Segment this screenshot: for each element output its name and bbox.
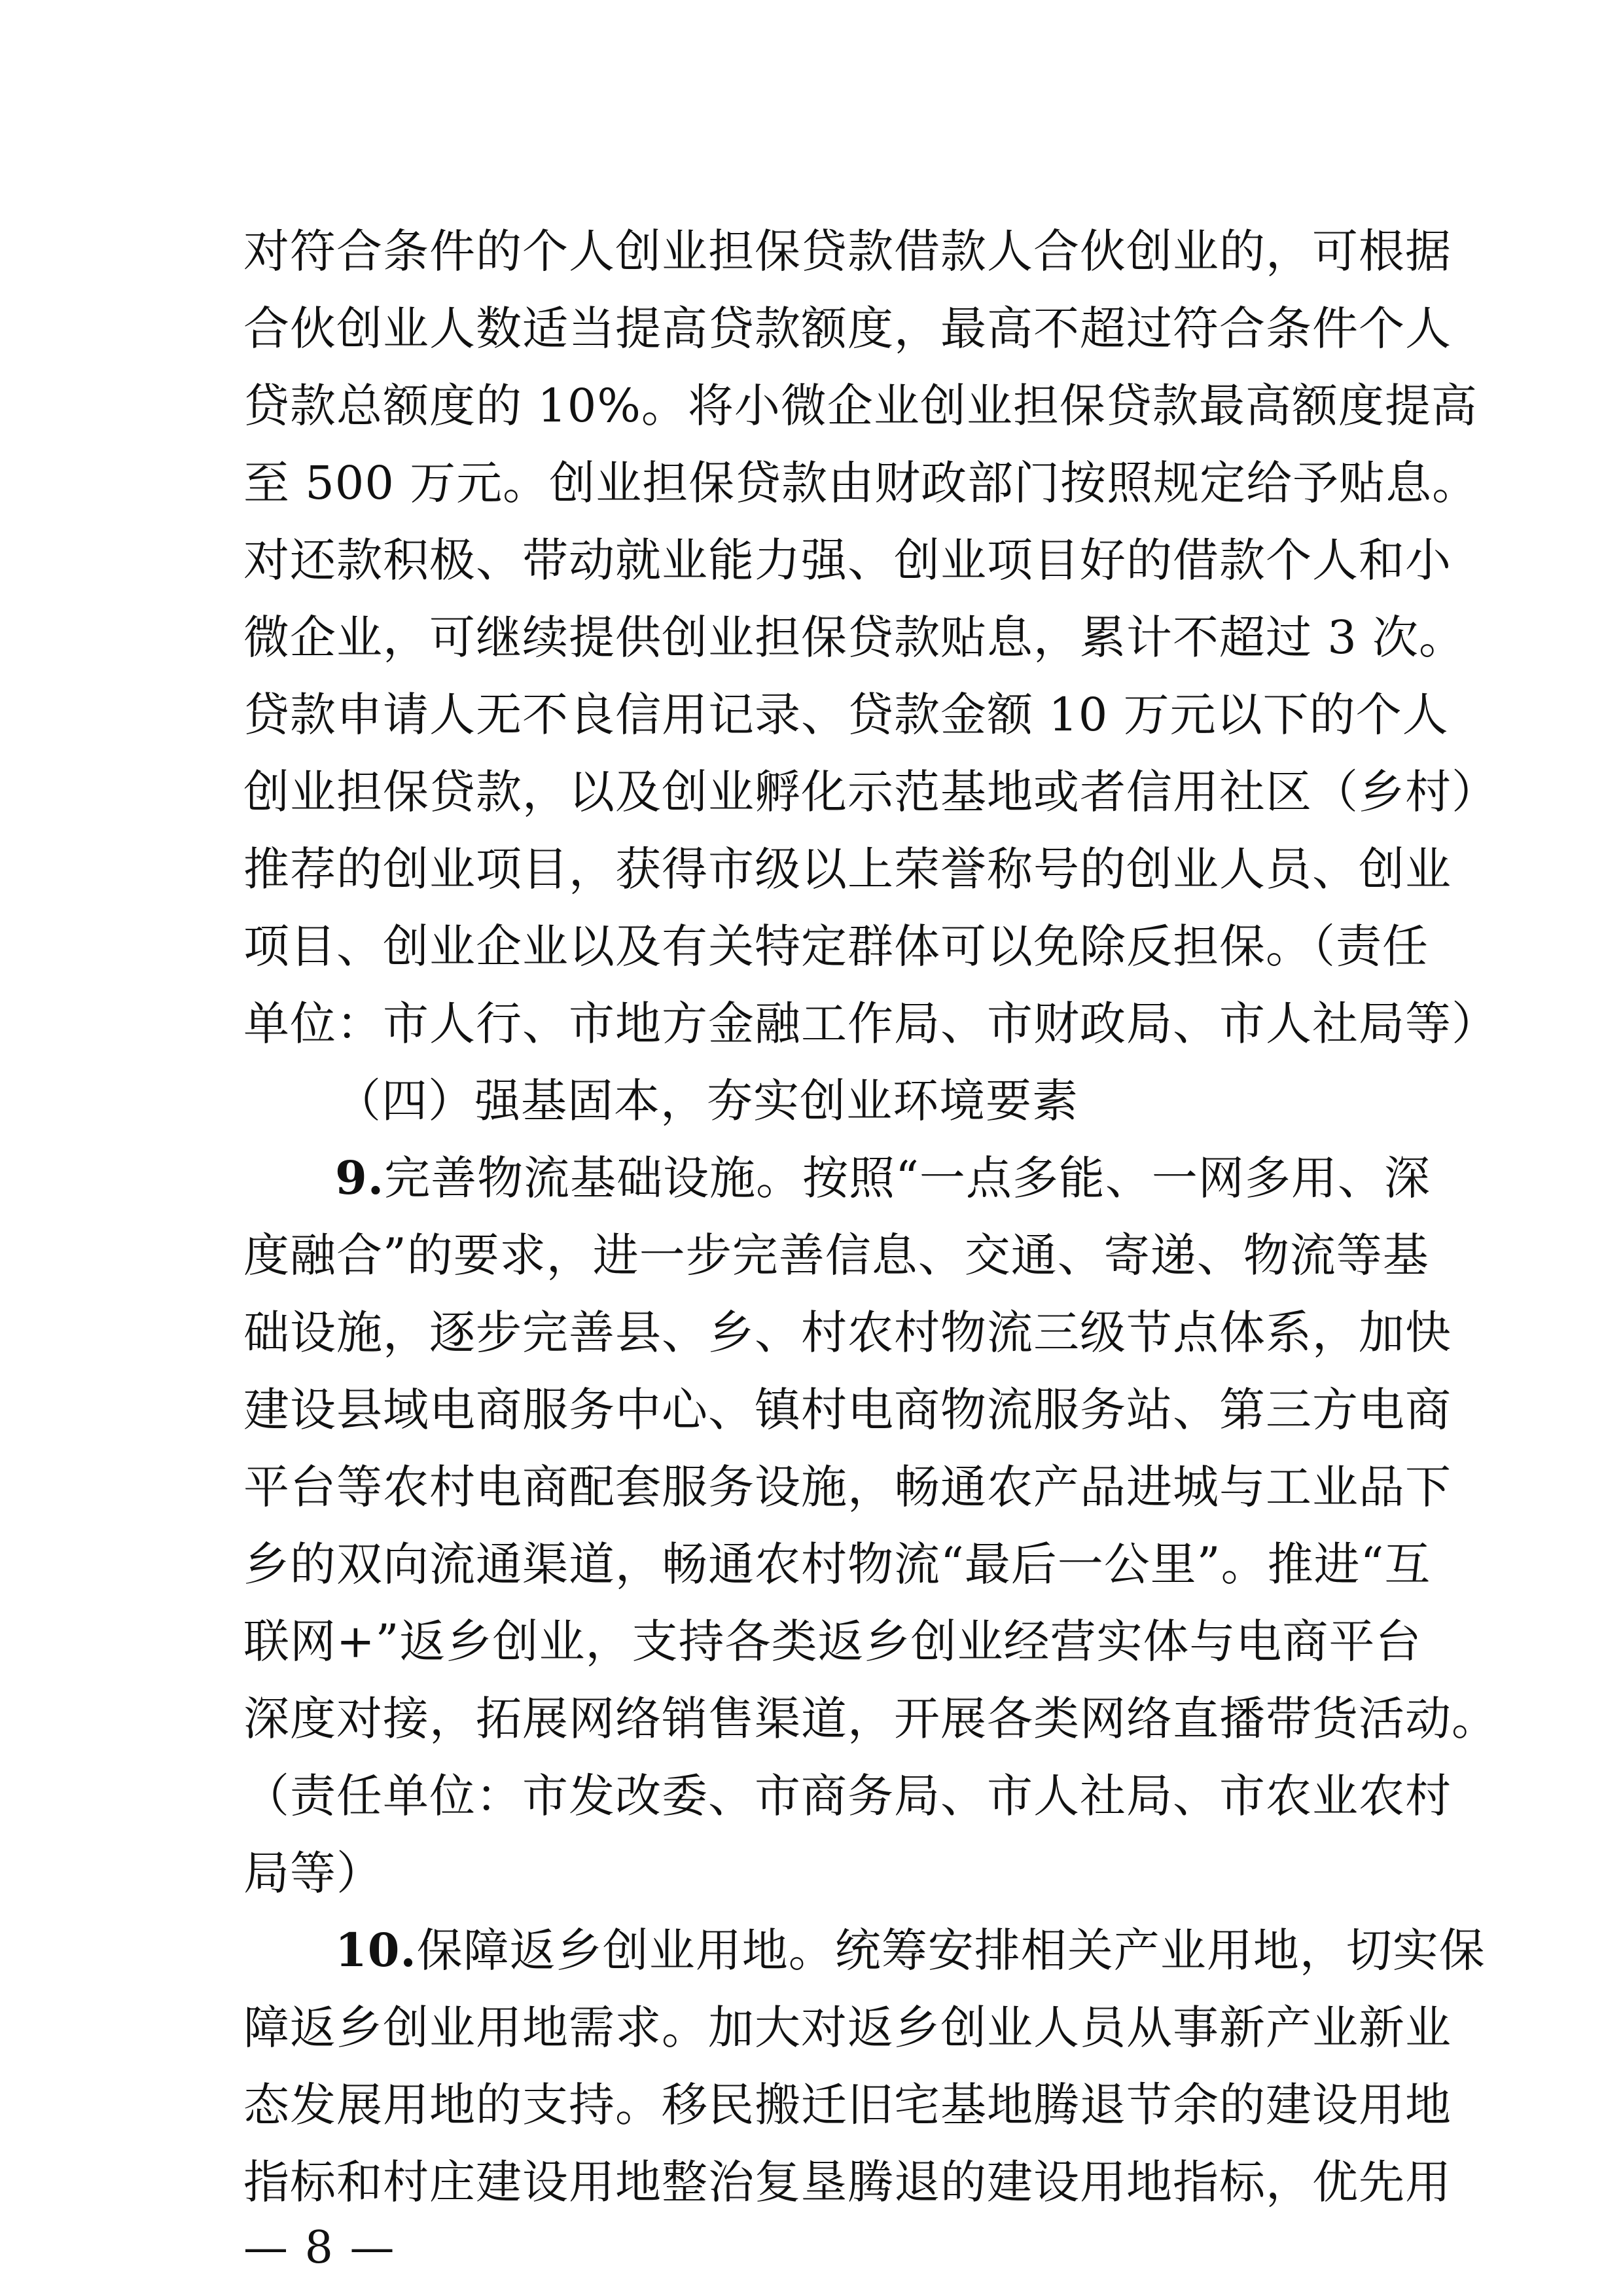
body-text-line: 创业担保贷款，以及创业孵化示范基地或者信用社区（乡村） [243, 765, 1498, 819]
body-text-line: 乡的双向流通渠道，畅通农村物流“最后一公里”。推进“互 [243, 1537, 1431, 1591]
item-10-heading-line [335, 1919, 1486, 1982]
body-text-line: 深度对接，拓展网络销售渠道，开展各类网络直播带货活动。 [243, 1692, 1498, 1746]
body-text-line: 指标和村庄建设用地整治复垦腾退的建设用地指标，优先用 [243, 2155, 1452, 2209]
item-10-number: 10. [335, 1923, 417, 1977]
body-text-line: 对符合条件的个人创业担保贷款借款人合伙创业的，可根据 [243, 224, 1452, 278]
body-text-line: 建设县域电商服务中心、镇村电商物流服务站、第三方电商 [243, 1383, 1452, 1437]
body-text-line: 平台等农村电商配套服务设施，畅通农产品进城与工业品下 [243, 1460, 1452, 1514]
body-text-line: 局等） [243, 1846, 383, 1900]
item-9-heading-line [335, 1147, 1431, 1210]
body-text-line: 度融合”的要求，进一步完善信息、交通、寄递、物流等基 [243, 1229, 1429, 1282]
body-text-line: 障返乡创业用地需求。加大对返乡创业人员从事新产业新业 [243, 2001, 1452, 2054]
body-text-line: 微企业，可继续提供创业担保贷款贴息，累计不超过 3 次。 [243, 611, 1466, 664]
page-number: — 8 — [243, 2222, 396, 2274]
body-text-line: 贷款申请人无不良信用记录、贷款金额 10 万元以下的个人 [243, 688, 1449, 742]
item-10-first-line: 保障返乡创业用地。统筹安排相关产业用地，切实保 [416, 1924, 1486, 1977]
section-heading: （四）强基固本，夯实创业环境要素 [335, 1074, 1079, 1128]
body-text-line: 单位：市人行、市地方金融工作局、市财政局、市人社局等） [243, 997, 1498, 1050]
body-text-line: 合伙创业人数适当提高贷款额度，最高不超过符合条件个人 [243, 302, 1452, 355]
body-text-line: 对还款积极、带动就业能力强、创业项目好的借款个人和小 [243, 533, 1452, 587]
body-text-line: （责任单位：市发改委、市商务局、市人社局、市农业农村 [243, 1769, 1452, 1823]
item-9-number: 9. [335, 1151, 385, 1205]
item-9-first-line: 完善物流基础设施。按照“一点多能、一网多用、深 [384, 1151, 1431, 1205]
body-text-line: 项目、创业企业以及有关特定群体可以免除反担保。（责任 [243, 920, 1429, 973]
body-text-line: 础设施，逐步完善县、乡、村农村物流三级节点体系，加快 [243, 1306, 1452, 1359]
body-text-line: 贷款总额度的 10%。将小微企业创业担保贷款最高额度提高 [243, 379, 1478, 433]
body-text-line: 联网+”返乡创业，支持各类返乡创业经营实体与电商平台 [243, 1615, 1422, 1668]
body-text-line: 至 500 万元。创业担保贷款由财政部门按照规定给予贴息。 [243, 456, 1479, 510]
body-text-line: 推荐的创业项目，获得市级以上荣誉称号的创业人员、创业 [243, 842, 1452, 896]
body-text-line: 态发展用地的支持。移民搬迁旧宅基地腾退节余的建设用地 [243, 2078, 1452, 2132]
